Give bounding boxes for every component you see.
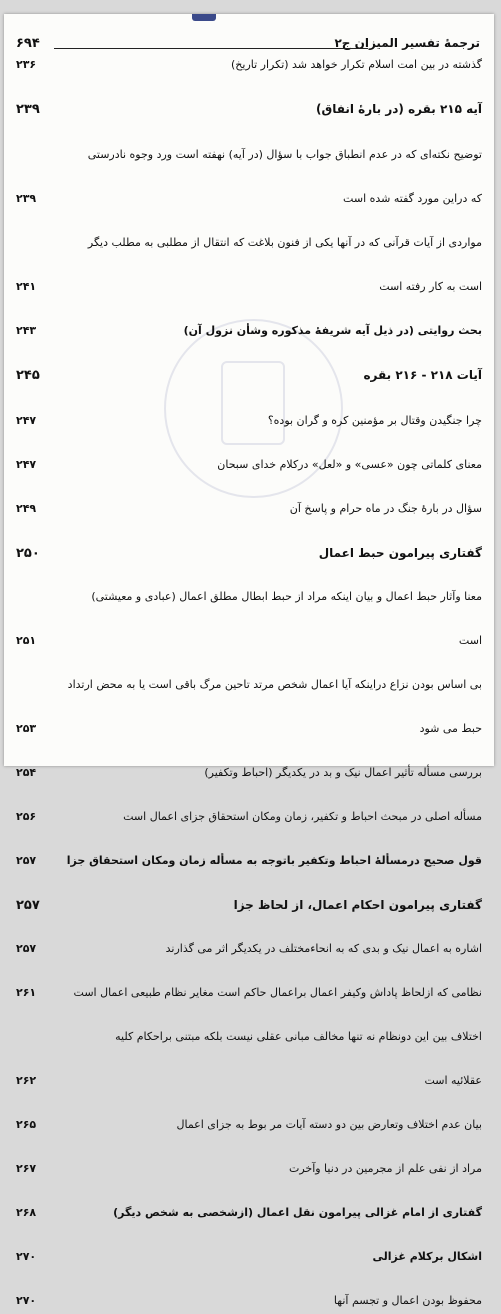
toc-entry <box>16 502 482 522</box>
toc-entry-page: ۲۴۹ <box>16 502 37 515</box>
toc-entry-title: بحث روایتی (در ذیل آیه شریفهٔ مذکوره وشأن نزول آن) <box>183 324 482 337</box>
toc-entry-title: مواردی از آیات قرآنی که در آنها یکی از فنون بلاغت که انتقال از مطلبی به مطلب دیگر <box>87 236 482 249</box>
toc-entry-page: ۲۴۷ <box>16 414 37 427</box>
toc-entry <box>16 1118 482 1138</box>
toc-entry-page: ۲۵۷ <box>16 898 40 913</box>
toc-entry-page: ۲۵۱ <box>16 634 37 647</box>
toc-entry-page: ۲۶۵ <box>16 1118 37 1131</box>
toc-entry-title: آیات ۲۱۸ - ۲۱۶ بقره <box>363 368 482 382</box>
toc-entry <box>16 986 482 1006</box>
toc-entry <box>16 58 482 78</box>
toc-entry <box>16 1030 482 1050</box>
toc-entry-page: ۲۵۰ <box>16 546 40 561</box>
toc-entry-page: ۲۵۷ <box>16 942 37 955</box>
toc-entry <box>16 722 482 742</box>
toc-entry-page: ۲۴۱ <box>16 280 37 293</box>
toc-entry-page: ۲۶۲ <box>16 1074 37 1087</box>
toc-entry <box>16 1074 482 1094</box>
toc-entry <box>16 590 482 610</box>
toc-entry-title: حبط می شود <box>419 722 482 735</box>
toc-entry-page: ۲۷۰ <box>16 1250 37 1263</box>
toc-entry-title: محفوظ بودن اعمال و تجسم آنها <box>333 1294 482 1307</box>
toc-entry <box>16 546 482 566</box>
toc-entry <box>16 368 482 388</box>
toc-entry-title: اختلاف بین این دونظام نه تنها مخالف مبانی عقلی نیست بلکه مبتنی براحکام کلیه <box>115 1030 482 1043</box>
toc-entry-title: مسأله اصلی در مبحث احباط و تکفیر، زمان ومکان استحقاق جزای اعمال است <box>123 810 482 823</box>
toc-entry-title: است <box>458 634 482 647</box>
toc-entry-title: است به کار رفته است <box>379 280 482 293</box>
toc-entry-page: ۲۵۳ <box>16 722 37 735</box>
toc-entry-page: ۲۵۴ <box>16 766 37 779</box>
book-page <box>4 14 494 1307</box>
toc-entry <box>16 634 482 654</box>
toc-entry-page: ۲۷۰ <box>16 1294 37 1307</box>
toc-entry <box>16 414 482 434</box>
toc-entry <box>16 810 482 830</box>
toc-entry <box>16 942 482 962</box>
toc-entry-title: گفتاری از امام غزالی پیرامون نقل اعمال (ازشخصی به شخص دیگر) <box>113 1206 482 1219</box>
table-of-contents <box>16 58 482 1307</box>
toc-entry <box>16 766 482 786</box>
toc-entry-title: چرا جنگیدن وقتال بر مؤمنین کره و گران بوده؟ <box>267 414 482 427</box>
toc-entry <box>16 1294 482 1314</box>
toc-entry-page: ۲۳۹ <box>16 192 37 205</box>
toc-entry-title: نظامی که ازلحاظ پاداش وکیفر اعمال براعمال حاکم است مغایر نظام طبیعی اعمال است <box>73 986 482 999</box>
book-title: ترجمهٔ تفسیر المیزان ج۲ <box>334 36 480 50</box>
toc-entry-page: ۲۶۷ <box>16 1162 37 1175</box>
toc-entry <box>16 1162 482 1182</box>
toc-entry-title: اشکال برکلام غزالی <box>372 1250 482 1263</box>
page-number: ۶۹۴ <box>16 36 40 51</box>
toc-entry-page: ۲۶۱ <box>16 986 37 999</box>
toc-entry-title: گفتاری پیرامون احکام اعمال، از لحاظ جزا <box>233 898 482 912</box>
toc-entry-page: ۲۴۳ <box>16 324 37 337</box>
toc-entry-title: گفتاری پیرامون حبط اعمال <box>318 546 482 560</box>
toc-entry-title: معنا وآثار حبط اعمال و بیان اینکه مراد از حبط ابطال مطلق اعمال (عبادی و معیشتی) <box>91 590 482 603</box>
toc-entry <box>16 1206 482 1226</box>
toc-entry-page: ۲۳۶ <box>16 58 37 71</box>
toc-entry-page: ۲۵۶ <box>16 810 37 823</box>
toc-entry-title: که دراین مورد گفته شده است <box>343 192 482 205</box>
header-rule <box>54 48 368 49</box>
toc-entry-title: توضیح نکته‌ای که در عدم انطباق جواب با سؤال (در آیه) نهفته است ورد وجوه نادرستی <box>87 148 482 161</box>
toc-entry <box>16 1250 482 1270</box>
toc-entry-page: ۲۴۷ <box>16 458 37 471</box>
toc-entry-page: ۲۵۷ <box>16 854 37 867</box>
viewer-tab-marker <box>192 14 216 21</box>
toc-entry-title: آیه ۲۱۵ بقره (در بارهٔ انفاق) <box>316 102 482 116</box>
toc-entry-page: ۲۴۵ <box>16 368 40 383</box>
toc-entry-title: عقلائیه است <box>424 1074 482 1087</box>
toc-entry-title: سؤال در بارهٔ جنگ در ماه حرام و پاسخ آن <box>289 502 482 515</box>
toc-entry-title: معنای کلماتی چون «عسی» و «لعل» درکلام خدای سبحان <box>217 458 482 471</box>
toc-entry-title: بی اساس بودن نزاع دراینکه آیا اعمال شخص مرتد تاحین مرگ باقی است یا به محض ارتداد <box>67 678 482 691</box>
toc-entry-page: ۲۳۹ <box>16 102 40 117</box>
toc-entry <box>16 854 482 874</box>
toc-entry <box>16 898 482 918</box>
toc-entry <box>16 102 482 122</box>
toc-entry <box>16 280 482 300</box>
toc-entry-title: بیان عدم اختلاف وتعارض بین دو دسته آیات مر بوط به جزای اعمال <box>176 1118 482 1131</box>
toc-entry <box>16 148 482 168</box>
toc-entry-title: قول صحیح درمسألهٔ احباط وتکفیر باتوجه به مسأله زمان ومکان استحقاق جزا <box>66 854 482 867</box>
page-header <box>16 36 480 54</box>
toc-entry-title: بررسی مسأله تأثیر اعمال نیک و بد در یکدیگر (احباط وتکفیر) <box>204 766 482 779</box>
toc-entry <box>16 192 482 212</box>
toc-entry <box>16 236 482 256</box>
toc-entry <box>16 678 482 698</box>
toc-entry-title: اشاره به اعمال نیک و بدی که به انحاءمختلف در یکدیگر اثر می گذارند <box>165 942 482 955</box>
toc-entry <box>16 458 482 478</box>
toc-entry-title: گذشته در بین امت اسلام تکرار خواهد شد (تکرار تاریخ) <box>231 58 482 71</box>
toc-entry-page: ۲۶۸ <box>16 1206 37 1219</box>
toc-entry-title: مراد از نفی علم از مجرمین در دنیا وآخرت <box>288 1162 482 1175</box>
toc-entry <box>16 324 482 344</box>
